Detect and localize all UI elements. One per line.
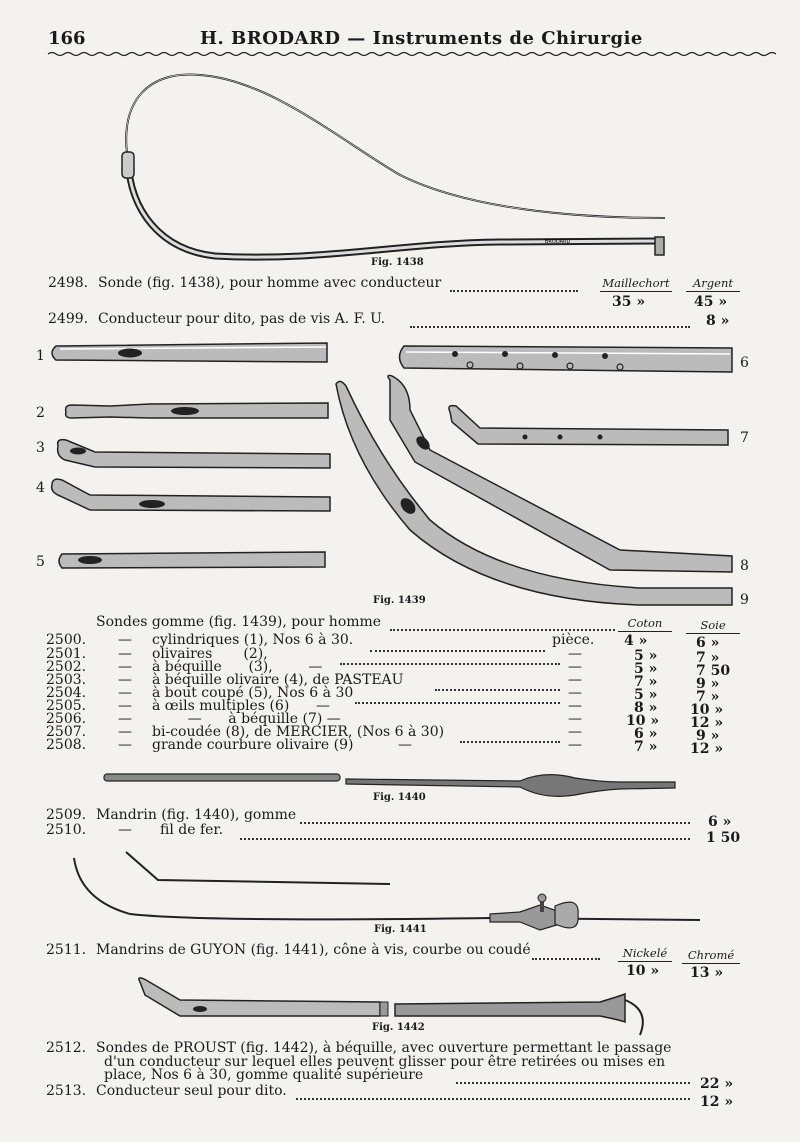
page-number: 166	[48, 28, 86, 49]
fig-1440-caption: Fig. 1440	[373, 792, 426, 803]
table-row-description: bi-coudée (8), de MERCIER, (Nos 6 à 30)	[152, 724, 445, 740]
table-row-unit: —	[568, 685, 582, 701]
catheter-label-6: 6	[740, 355, 749, 371]
table-row-description: grande courbure olivaire (9) —	[152, 737, 412, 753]
table-row-unit: —	[568, 711, 582, 727]
price-soie: 12 »	[690, 715, 724, 731]
price-2511-nickele: 10 »	[626, 963, 660, 979]
table-row-number: 2508.	[46, 737, 87, 753]
price-2499: 8 »	[706, 313, 730, 329]
table-row-dash: —	[118, 711, 132, 727]
price-coton: 5 »	[634, 661, 658, 677]
table-row-dash: —	[118, 698, 132, 714]
table-row-description: — à béquille (7) —	[152, 711, 341, 727]
table-row-description: à œils multiples (6) —	[152, 698, 330, 714]
table-row-dash: —	[118, 646, 132, 662]
table-row-description: à bout coupé (5), Nos 6 à 30	[152, 685, 354, 701]
item-2509-description: Mandrin (fig. 1440), gomme	[96, 807, 297, 823]
catheter-label-4: 4	[36, 480, 45, 496]
item-2510-number: 2510.	[46, 822, 87, 838]
table-row-number: 2500.	[46, 632, 87, 648]
price-coton: 7 »	[634, 674, 658, 690]
price-2498-argent: 45 »	[694, 294, 728, 310]
table-row-unit: —	[568, 724, 582, 740]
item-2512-description-line1: Sondes de PROUST (fig. 1442), à béquille, avec ouverture permettant le passage	[96, 1040, 672, 1056]
catheter-label-2: 2	[36, 405, 45, 421]
table-row-unit: —	[568, 659, 582, 675]
item-2512-number: 2512.	[46, 1040, 87, 1056]
price-soie: 6 »	[696, 635, 720, 651]
price-coton: 5 »	[634, 687, 658, 703]
sondes-gomme-heading: Sondes gomme (fig. 1439), pour homme	[96, 614, 382, 630]
column-header-coton: Coton	[627, 616, 663, 630]
table-row-unit: —	[568, 737, 582, 753]
table-row-unit: pièce.	[552, 632, 595, 648]
table-row-dash: —	[118, 659, 132, 675]
item-2510-description: fil de fer.	[160, 822, 224, 838]
item-2509-number: 2509.	[46, 807, 87, 823]
leader-dots	[296, 1098, 690, 1100]
catheter-label-9: 9	[740, 592, 749, 608]
price-2511-chrome: 13 »	[690, 965, 724, 981]
table-row-description: olivaires (2),	[152, 646, 268, 662]
price-coton: 4 »	[624, 633, 648, 649]
price-coton: 10 »	[626, 713, 660, 729]
price-soie: 9 »	[696, 676, 720, 692]
column-header-argent: Argent	[693, 276, 733, 290]
catheter-label-5: 5	[36, 554, 45, 570]
price-2512: 22 »	[700, 1076, 734, 1092]
price-coton: 5 »	[634, 648, 658, 664]
fig-1438-caption: Fig. 1438	[371, 257, 424, 268]
fig-1439-caption: Fig. 1439	[373, 595, 426, 606]
price-2510: 1 50	[706, 830, 741, 846]
table-row-number: 2504.	[46, 685, 87, 701]
item-2511-number: 2511.	[46, 942, 87, 958]
table-row-unit: —	[568, 646, 582, 662]
price-2509: 6 »	[708, 814, 732, 830]
catheter-label-8: 8	[740, 558, 749, 574]
fig-1442-caption: Fig. 1442	[372, 1022, 425, 1033]
item-2512-description-line3: place, Nos 6 à 30, gomme qualité supérieure	[104, 1067, 424, 1083]
table-row-description: à béquille (3), —	[152, 659, 323, 675]
item-2498-number: 2498.	[48, 275, 89, 291]
price-soie: 7 50	[696, 663, 731, 679]
brand-engraving: BRODARD	[545, 239, 571, 245]
catheter-label-3: 3	[36, 440, 45, 456]
leader-dots	[456, 1082, 690, 1084]
item-2511-description: Mandrins de GUYON (fig. 1441), cône à vis, courbe ou coudé	[96, 942, 531, 958]
item-2498-description: Sonde (fig. 1438), pour homme avec conducteur	[98, 275, 442, 291]
page-title: H. BRODARD — Instruments de Chirurgie	[200, 28, 643, 49]
price-2498-maillechort: 35 »	[612, 294, 646, 310]
price-coton: 7 »	[634, 739, 658, 755]
item-2499-description: Conducteur pour dito, pas de vis A. F. U.	[98, 311, 386, 327]
table-row-number: 2506.	[46, 711, 87, 727]
catheter-label-1: 1	[36, 348, 45, 364]
item-2510-dash: —	[118, 822, 132, 838]
price-soie: 10 »	[690, 702, 724, 718]
price-coton: 6 »	[634, 726, 658, 742]
item-2499-number: 2499.	[48, 311, 89, 327]
table-row-dash: —	[118, 724, 132, 740]
catheter-label-7: 7	[740, 430, 749, 446]
price-2513: 12 »	[700, 1094, 734, 1110]
item-2512-description-line2: d'un conducteur sur lequel elles peuvent glisser pour être retirées ou mises en	[104, 1054, 666, 1070]
table-row-number: 2502.	[46, 659, 87, 675]
price-soie: 9 »	[696, 728, 720, 744]
table-row-dash: —	[118, 685, 132, 701]
price-soie: 12 »	[690, 741, 724, 757]
table-row-description: à béquille olivaire (4), de PASTEAU	[152, 672, 404, 688]
price-soie: 7 »	[696, 689, 720, 705]
column-header-soie: Soie	[700, 618, 726, 632]
item-2513-number: 2513.	[46, 1083, 87, 1099]
table-row-number: 2505.	[46, 698, 87, 714]
table-row-number: 2507.	[46, 724, 87, 740]
table-row-unit: —	[568, 698, 582, 714]
price-coton: 8 »	[634, 700, 658, 716]
fig-1441-caption: Fig. 1441	[374, 924, 427, 935]
table-row-dash: —	[118, 672, 132, 688]
price-soie: 7 »	[696, 650, 720, 666]
table-row-number: 2501.	[46, 646, 87, 662]
table-row-dash: —	[118, 737, 132, 753]
item-2513-description: Conducteur seul pour dito.	[96, 1083, 287, 1099]
column-header-nickele: Nickelé	[622, 946, 668, 960]
column-header-maillechort: Maillechort	[602, 276, 670, 290]
table-row-number: 2503.	[46, 672, 87, 688]
table-row-dash: —	[118, 632, 132, 648]
table-row-unit: —	[568, 672, 582, 688]
column-header-chrome: Chromé	[687, 948, 735, 962]
table-row-description: cylindriques (1), Nos 6 à 30.	[152, 632, 354, 648]
